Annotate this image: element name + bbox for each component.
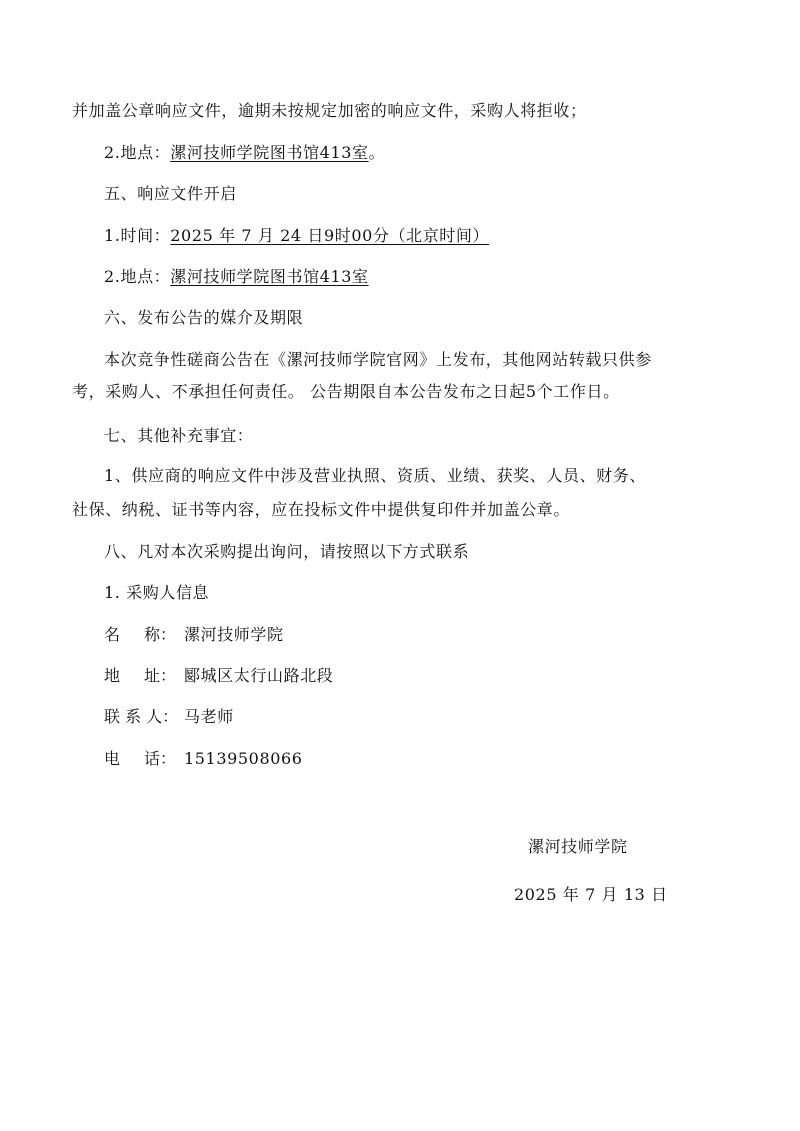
purchaser-phone-line	[104, 749, 303, 769]
section8-heading: 八、凡对本次采购提出询问，请按照以下方式联系	[104, 542, 470, 561]
section7-paragraph-line1: 1、供应商的响应文件中涉及营业执照、资质、业绩、获奖、人员、财务、	[104, 466, 646, 485]
purchaser-contact-line	[104, 707, 234, 727]
signature-organization: 漯河技师学院	[528, 837, 628, 856]
purchaser-name-label: 名 称：	[104, 625, 177, 644]
purchaser-phone-value: 15139508066	[184, 749, 303, 768]
purchaser-address-line	[104, 666, 333, 686]
location-label: 2.地点：	[104, 143, 171, 162]
opening-time-value: 2025 年 7 月 24 日9时00分（北京时间）	[170, 226, 490, 245]
opening-location-line	[104, 267, 369, 287]
location-value: 漯河技师学院图书馆413室	[170, 143, 369, 162]
opening-time-line	[104, 226, 489, 246]
opening-time-label: 1.时间：	[104, 226, 171, 245]
section6-heading: 六、发布公告的媒介及期限	[104, 308, 304, 327]
section6-paragraph-line2: 考，采购人、不承担任何责任。 公告期限自本公告发布之日起5个工作日。	[72, 382, 620, 401]
purchaser-contact-value: 马老师	[184, 707, 234, 726]
purchaser-phone-label: 电 话：	[104, 749, 177, 768]
signature-date: 2025 年 7 月 13 日	[514, 885, 668, 904]
location-suffix: 。	[368, 143, 386, 162]
opening-location-label: 2.地点：	[104, 267, 171, 286]
purchaser-info-heading: 1. 采购人信息	[104, 583, 210, 602]
purchaser-name-value: 漯河技师学院	[184, 625, 284, 644]
purchaser-name-line	[104, 625, 284, 645]
purchaser-contact-label: 联 系 人：	[104, 707, 179, 726]
purchaser-address-value: 郾城区太行山路北段	[184, 666, 334, 685]
purchaser-address-label: 地 址：	[104, 666, 177, 685]
opening-location-value: 漯河技师学院图书馆413室	[170, 267, 369, 286]
section5-heading: 五、响应文件开启	[104, 184, 237, 203]
section7-paragraph-line2: 社保、纳税、证书等内容，应在投标文件中提供复印件并加盖公章。	[72, 500, 571, 519]
location-line-a	[104, 143, 385, 163]
section6-paragraph-line1: 本次竞争性磋商公告在《漯河技师学院官网》上发布，其他网站转载只供参	[104, 350, 652, 369]
continued-text-line: 并加盖公章响应文件，逾期未按规定加密的响应文件，采购人将拒收；	[72, 101, 587, 120]
section7-heading: 七、其他补充事宜：	[104, 426, 254, 445]
